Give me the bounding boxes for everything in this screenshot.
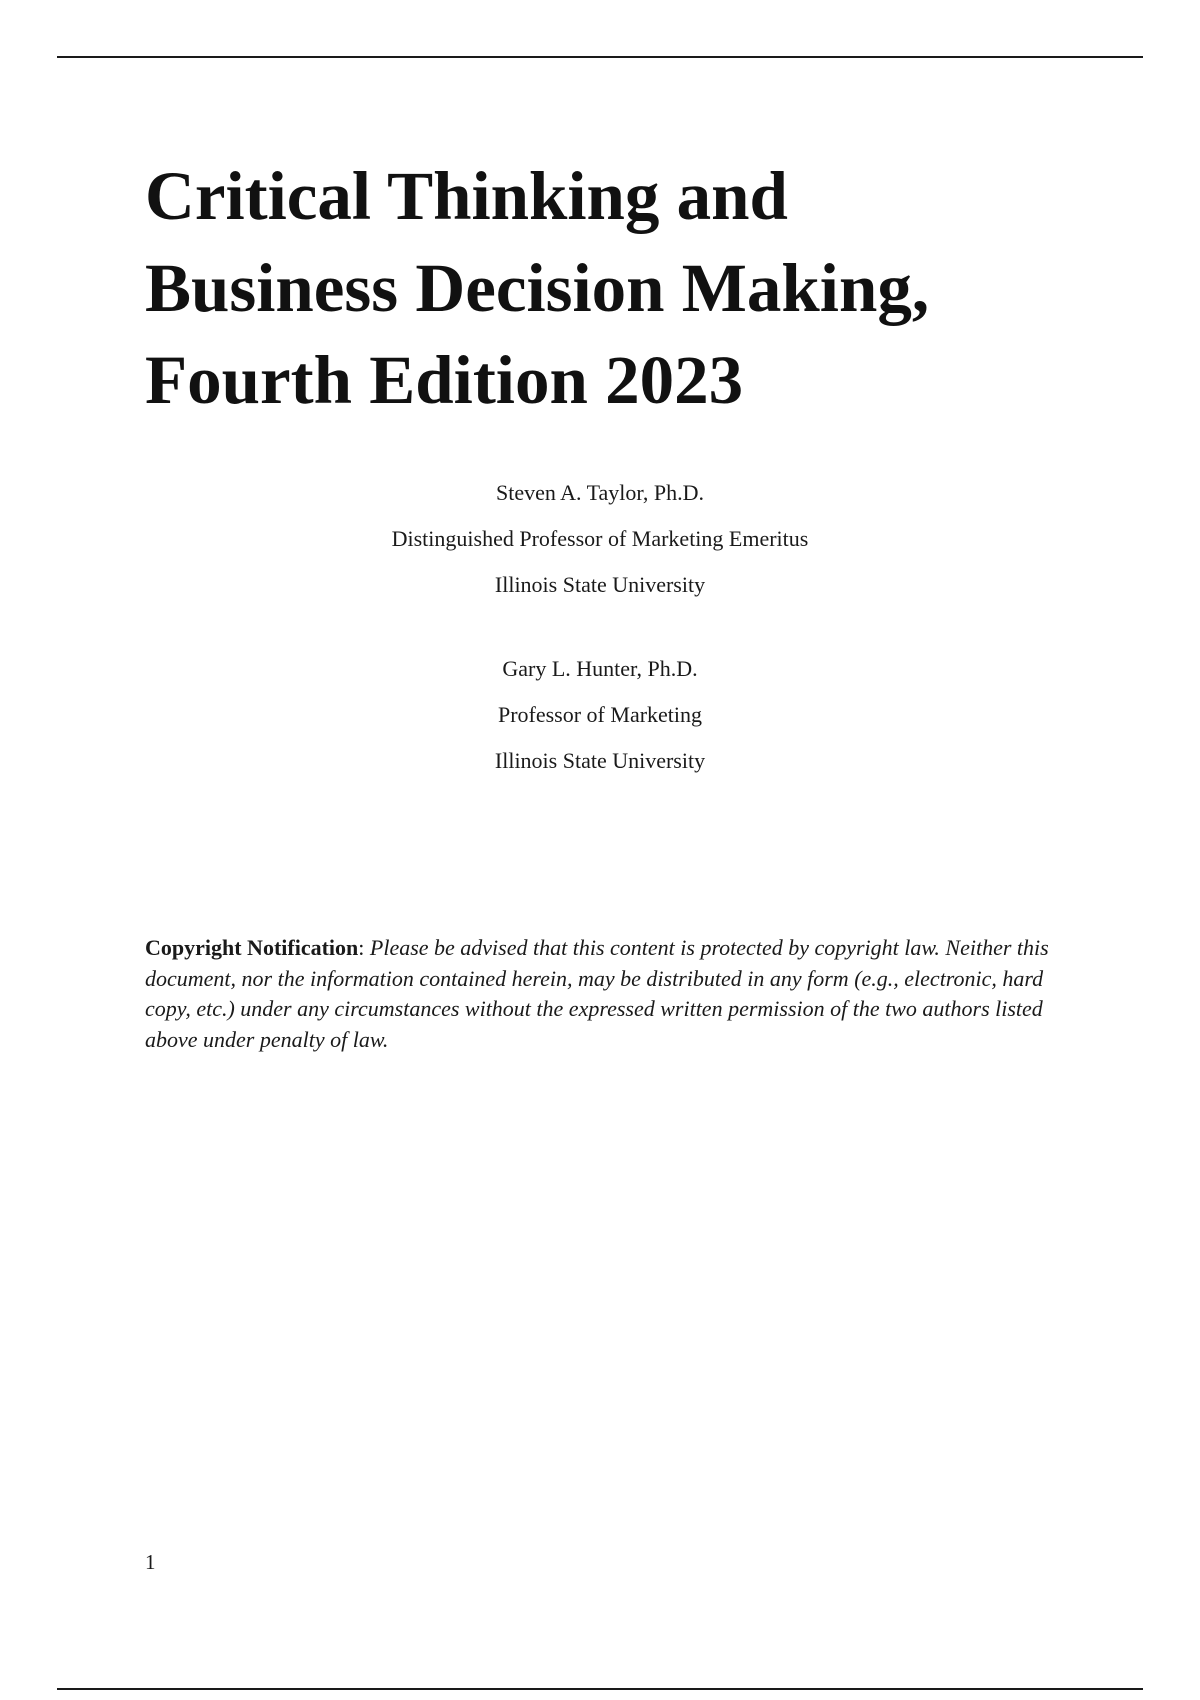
title-line: Critical Thinking and — [145, 158, 788, 234]
author-name: Steven A. Taylor, Ph.D. — [495, 480, 704, 505]
bottom-rule — [57, 1688, 1143, 1690]
author-block — [0, 646, 1200, 784]
title-line: Business Decision Making, — [145, 250, 930, 326]
author-position: Professor of Marketing — [497, 702, 703, 727]
author-affiliation: Illinois State University — [494, 748, 706, 773]
title-line: Fourth Edition 2023 — [145, 342, 744, 418]
author-position: Distinguished Professor of Marketing Emeritus — [391, 526, 809, 551]
author-block — [0, 470, 1200, 608]
copyright-notice — [145, 933, 1065, 1055]
copyright-separator: : — [358, 935, 370, 960]
page-number: 1 — [145, 1550, 156, 1574]
author-affiliation: Illinois State University — [494, 572, 706, 597]
document-title — [145, 150, 1145, 426]
author-name: Gary L. Hunter, Ph.D. — [502, 656, 698, 681]
top-rule — [57, 56, 1143, 58]
copyright-label: Copyright Notification — [145, 935, 359, 960]
copyright-text: Please be advised that this content is protected by copyright law. Neither this document, nor the information contained herein, may be distributed in any form (e.g., electronic, hard copy, etc.) under any circumstances without the expressed written permission of the two authors listed above under penalty of law. — [145, 935, 1049, 1052]
author-list — [0, 470, 1200, 784]
